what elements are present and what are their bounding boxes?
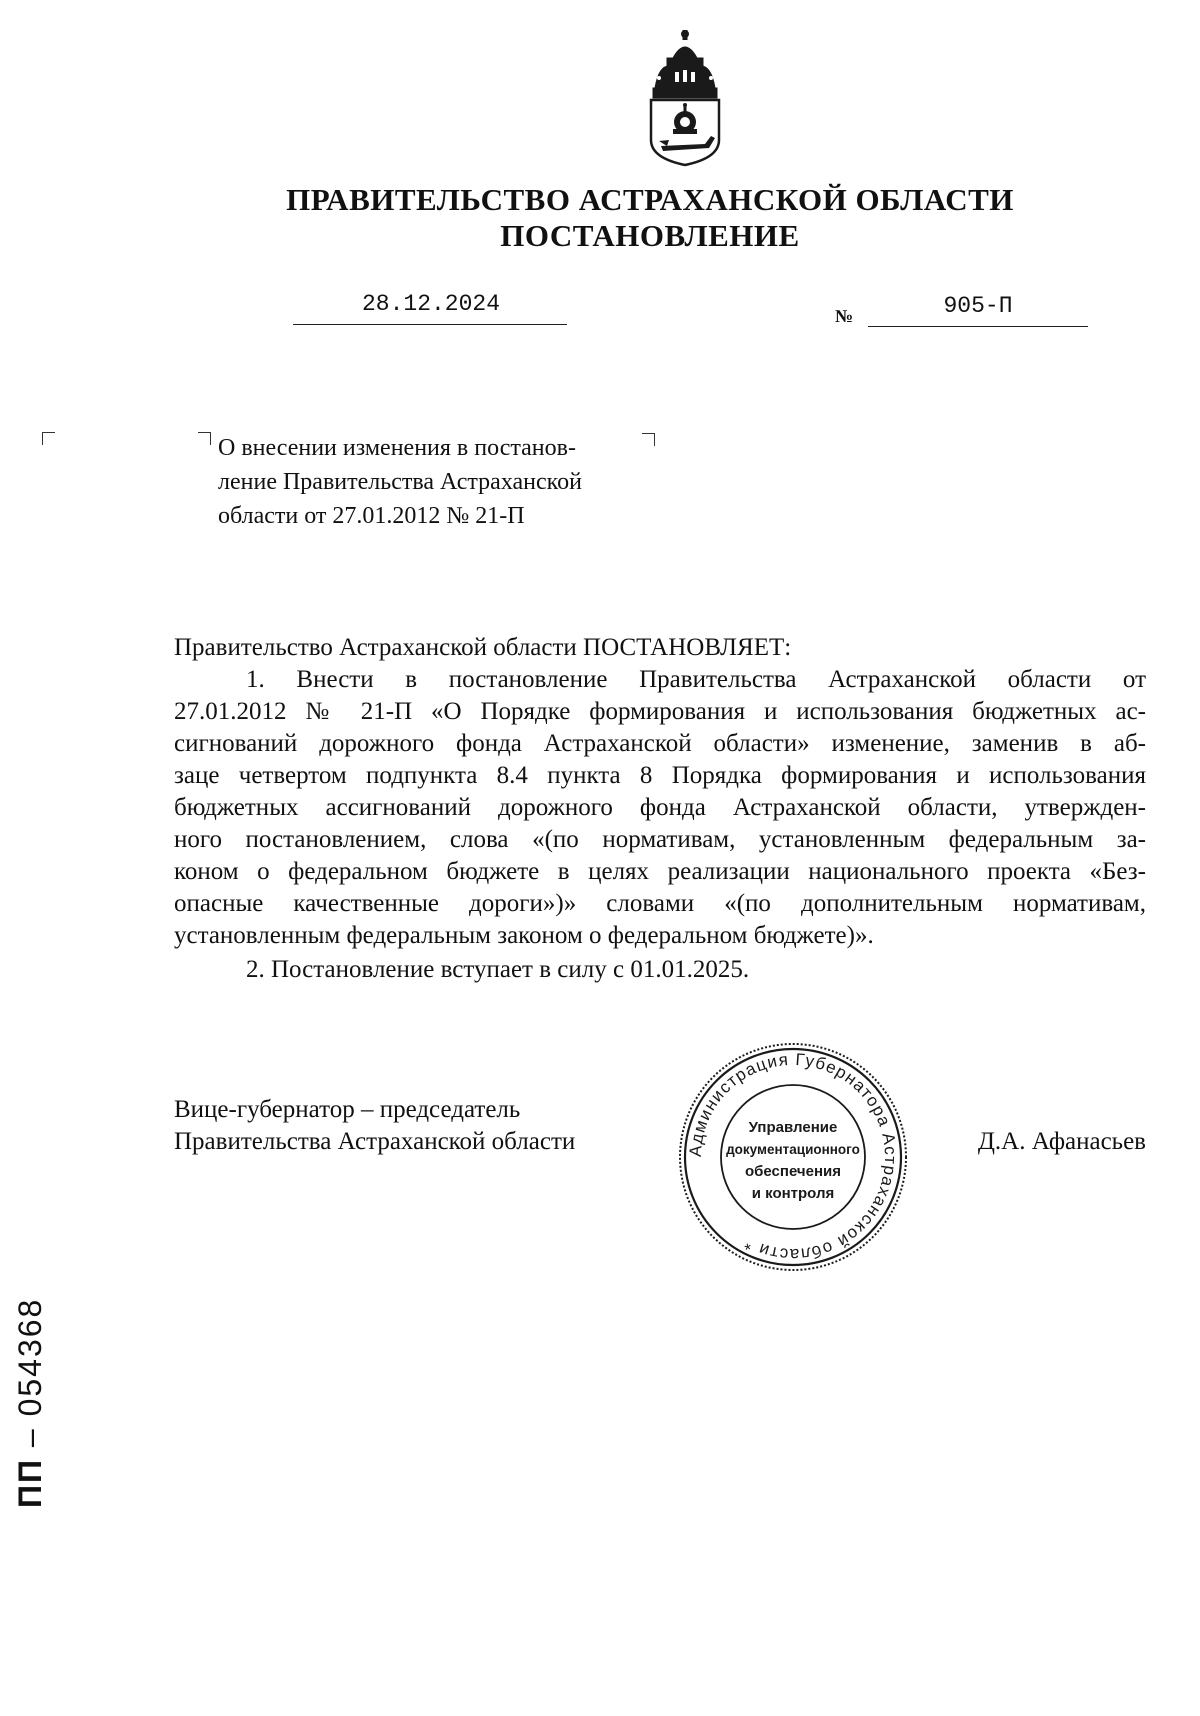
seal-center-line: документационного [726,1142,860,1157]
form-registration-number [12,1288,52,1508]
seal-center-line: обеспечения [744,1163,842,1180]
subject-corner-mark-left [198,432,211,445]
form-serial: – 054368 [12,1297,48,1448]
paragraph-line: ного постановлением, слова «(по нормативам, установленным федеральным за- [174,826,1146,853]
signatory-name: Д.А. Афанасьев [977,1128,1146,1155]
government-title: ПРАВИТЕЛЬСТВО АСТРАХАНСКОЙ ОБЛАСТИ [286,182,1014,217]
paragraph-line: коном о федеральном бюджете в целях реализации национального проекта «Без- [174,858,1146,885]
seal-center-line: и контроля [751,1185,835,1202]
subject-line: О внесении изменения в постанов- [218,435,576,461]
document-type: ПОСТАНОВЛЕНИЕ [500,218,800,253]
number-label: № [835,306,854,326]
coat-of-arms-icon [645,28,725,168]
paragraph-line: 27.01.2012 № 21-П «О Порядке формирования и использования бюджетных ас- [174,698,1146,725]
form-series: ПП [12,1458,48,1508]
document-date: 28.12.2024 [361,291,501,317]
subject-line: ление Правительства Астраханской [218,469,582,495]
official-seal [676,1040,910,1274]
paragraph-line: сигнований дорожного фонда Астраханской области» изменение, заменив в аб- [174,730,1146,757]
paragraph-line: 1. Внести в постановление Правительства Астраханской области от [246,666,1146,693]
margin-corner-mark [42,432,55,445]
paragraph-2: 2. Постановление вступает в силу с 01.01.2025. [246,956,750,983]
seal-center-line: Управление [748,1119,838,1136]
paragraph-line: бюджетных ассигнований дорожного фонда Астраханской области, утвержден- [174,794,1146,821]
seal-ring-text: Администрация Губернатора Астраханской области * [685,1049,901,1265]
paragraph-line: опасные качественные дороги»)» словами «(по дополнительным нормативам, [174,890,1146,917]
number-underline [868,326,1088,327]
document-number: 905-П [943,293,1013,319]
signatory-title-line: Правительства Астраханской области [174,1128,576,1155]
signatory-title-line: Вице-губернатор – председатель [174,1096,521,1123]
paragraph-1 [174,664,1146,952]
paragraph-line: установленным федеральным законом о федеральном бюджете)». [174,922,874,949]
date-underline [293,324,567,325]
preamble: Правительство Астраханской области ПОСТАНОВЛЯЕТ: [174,634,792,661]
paragraph-line: заце четвертом подпункта 8.4 пункта 8 Порядка формирования и использования [174,762,1146,789]
document-subject [218,431,648,533]
subject-line: области от 27.01.2012 № 21-П [218,503,525,529]
signatory-title [174,1094,575,1158]
